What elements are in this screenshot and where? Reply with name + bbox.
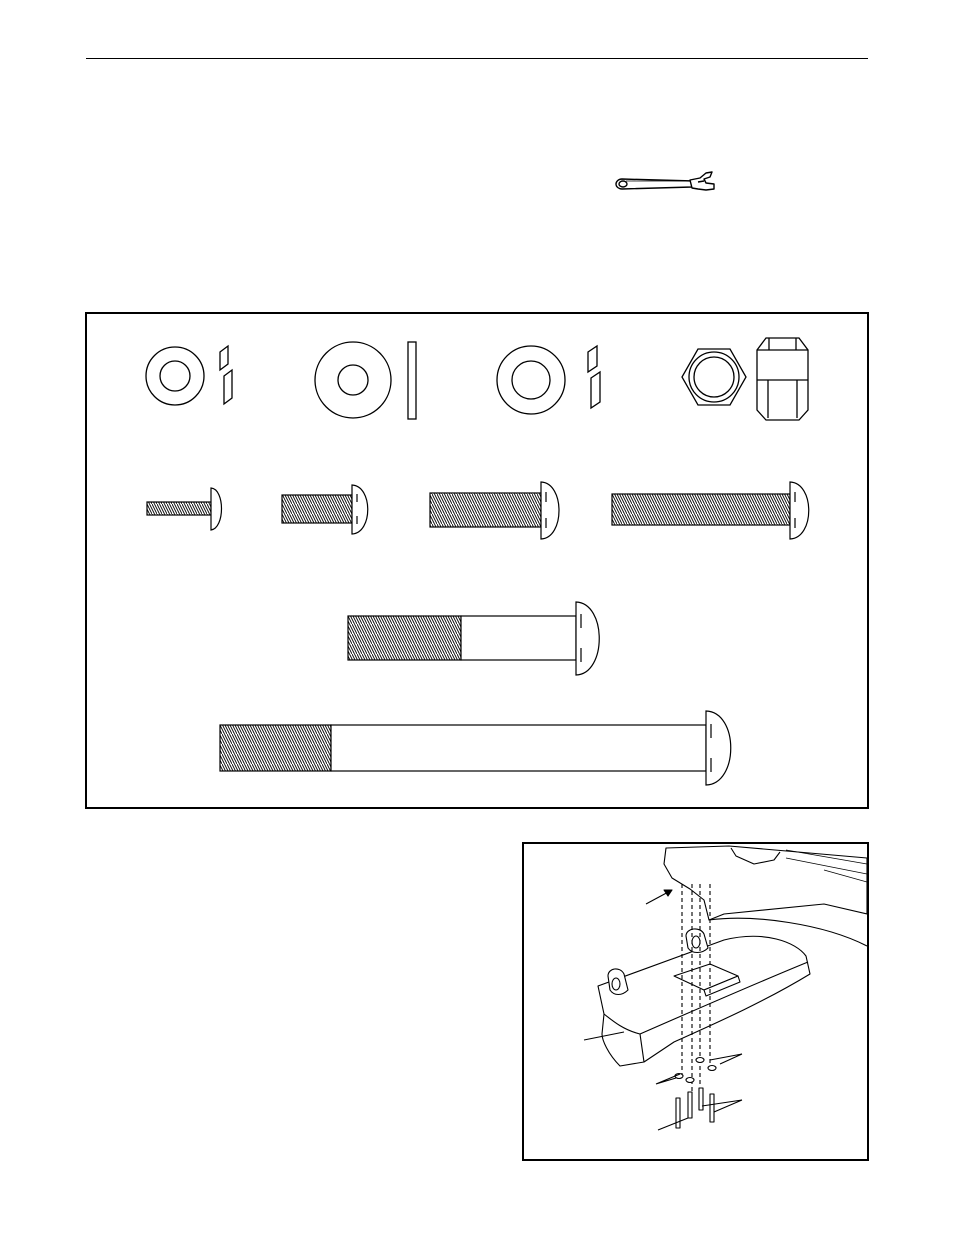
top-rule [86,58,868,59]
split-washer-icon [146,346,232,405]
stabilizer-assembly-diagram [524,844,867,1159]
long-shoulder-bolt-icon [220,711,731,785]
long-bolt-icon [612,482,809,539]
shoulder-bolt-icon [348,602,599,675]
nylon-locknut-icon [682,338,808,420]
screw-icon [147,488,222,530]
adjustable-wrench-icon [614,170,718,196]
flat-washer-icon [315,342,416,419]
short-bolt-icon [282,485,368,534]
medium-bolt-icon [430,482,559,539]
split-washer-icon [497,346,600,414]
assembly-figure [522,842,869,1161]
hardware-identification-chart [85,312,869,809]
